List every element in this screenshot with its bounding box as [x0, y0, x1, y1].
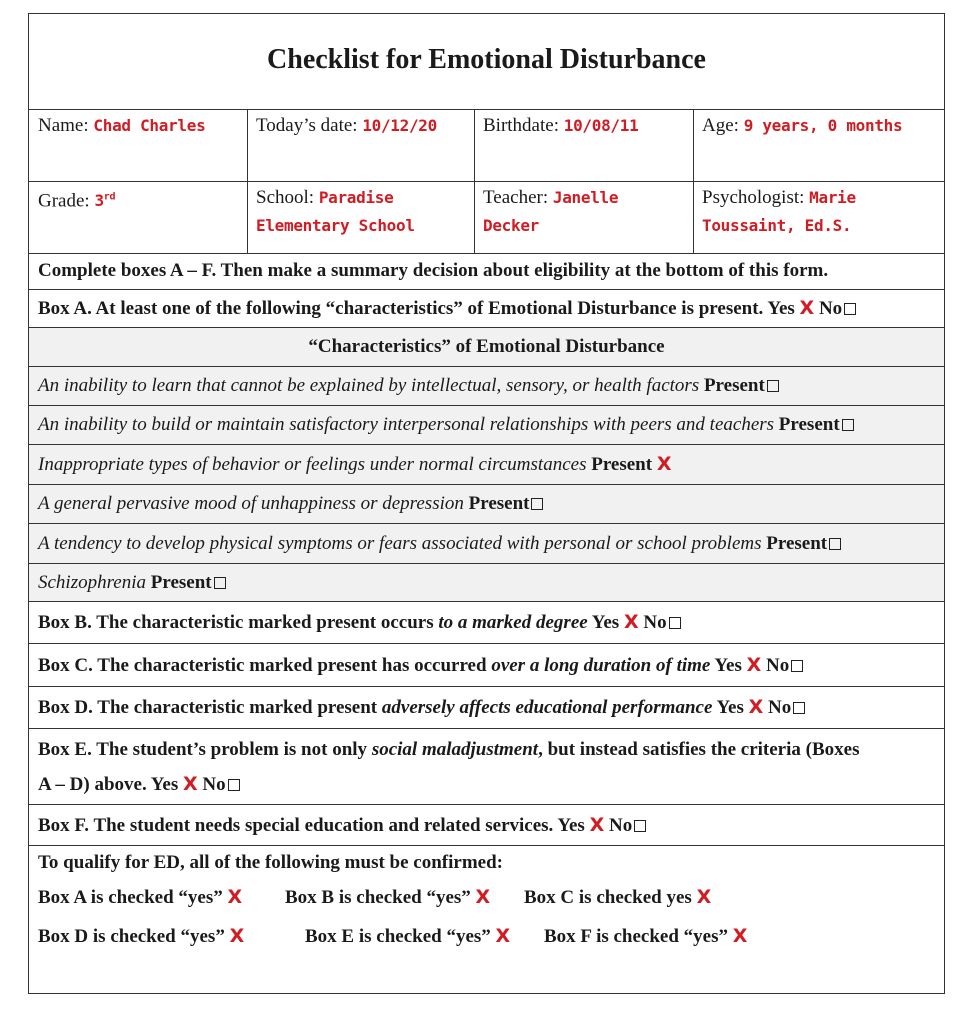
ed-checklist-form [28, 13, 945, 994]
box-d-no-label: No [768, 697, 792, 718]
box-a-row [29, 290, 944, 328]
box-f-text: Box F. The student needs special education and related services. Yes [38, 815, 585, 836]
box-b-yes-label: Yes [591, 612, 620, 633]
box-b-emphasis: to a marked degree [438, 612, 588, 633]
date-cell [247, 109, 474, 140]
box-d-yes-label: Yes [716, 697, 744, 718]
box-e-emphasis: social maladjustment [371, 739, 539, 760]
characteristic-row [29, 524, 944, 564]
name-cell [29, 109, 247, 140]
school-value-line2[interactable]: Elementary School [256, 216, 415, 235]
box-c-emphasis: over a long duration of time [491, 655, 711, 676]
box-f-no-checkbox[interactable] [634, 820, 646, 832]
box-c-yes-label: Yes [714, 655, 742, 676]
grade-label: Grade: [38, 190, 90, 212]
present-label: Present [778, 414, 840, 435]
characteristic-text: An inability to learn that cannot be explained by intellectual, sensory, or health factors [38, 375, 700, 396]
characteristic-text: A general pervasive mood of unhappiness or depression [38, 493, 464, 514]
box-d-row [29, 687, 944, 729]
summary-mark[interactable]: X [475, 886, 491, 908]
teacher-value-line2[interactable]: Decker [483, 216, 539, 235]
box-a-yes-mark[interactable]: X [799, 297, 815, 319]
characteristic-text: An inability to build or maintain satisfactory interpersonal relationships with peers and teachers [38, 414, 775, 435]
name-label: Name: [38, 115, 89, 136]
summary-item: Box E is checked “yes” X [305, 925, 511, 947]
present-label: Present [766, 533, 828, 554]
age-cell [693, 109, 943, 140]
box-a-text: Box A. At least one of the following “characteristics” of Emotional Disturbance is present. Yes [38, 298, 795, 319]
summary-mark[interactable]: X [495, 925, 511, 947]
box-f-no-label: No [608, 815, 633, 836]
box-b-yes-mark[interactable]: X [623, 611, 639, 633]
teacher-cell [474, 181, 693, 240]
characteristic-row [29, 445, 944, 485]
box-e-no-label: No [202, 774, 226, 795]
box-f-row [29, 805, 944, 846]
present-checkbox[interactable] [829, 538, 841, 550]
box-e-row [29, 729, 944, 805]
summary-heading: To qualify for ED, all of the following must be confirmed: [38, 852, 503, 873]
characteristics-heading: “Characteristics” of Emotional Disturbance [308, 336, 665, 357]
school-cell [247, 181, 474, 240]
characteristics-heading-row [29, 328, 944, 367]
characteristic-row [29, 485, 944, 524]
box-b-text: Box B. The characteristic marked present occurs [38, 612, 434, 633]
student-info-grid [29, 109, 944, 254]
characteristic-row [29, 564, 944, 602]
box-f-yes-mark[interactable]: X [589, 814, 605, 836]
birthdate-value[interactable]: 10/08/11 [563, 116, 639, 135]
box-e-text: Box E. The student’s problem is not only [38, 739, 368, 760]
age-value[interactable]: 9 years, 0 months [743, 116, 903, 135]
summary-item: Box F is checked “yes” X [544, 925, 748, 947]
name-value[interactable]: Chad Charles [93, 116, 206, 135]
age-label: Age: [702, 115, 739, 136]
instructions-text: Complete boxes A – F. Then make a summary decision about eligibility at the bottom of this form. [38, 260, 829, 281]
box-a-no-checkbox[interactable] [844, 303, 856, 315]
box-e-line2: A – D) above. Yes [38, 774, 179, 795]
box-e-suffix: , but instead satisfies the criteria (Boxes [538, 739, 860, 760]
summary-item: Box D is checked “yes” X [38, 925, 245, 947]
present-label: Present [703, 375, 765, 396]
teacher-value-line1[interactable]: Janelle [552, 188, 619, 207]
box-c-row [29, 644, 944, 687]
summary-mark[interactable]: X [696, 886, 712, 908]
box-e-no-checkbox[interactable] [228, 779, 240, 791]
psychologist-cell [693, 181, 943, 240]
grade-value[interactable]: 3rd [94, 191, 116, 211]
birthdate-cell [474, 109, 693, 140]
box-b-row [29, 602, 944, 644]
present-checkbox[interactable] [531, 498, 543, 510]
box-d-no-checkbox[interactable] [793, 702, 805, 714]
form-title: Checklist for Emotional Disturbance [267, 44, 706, 75]
present-label: Present [468, 493, 530, 514]
box-d-yes-mark[interactable]: X [748, 696, 764, 718]
psychologist-value-line1[interactable]: Marie [809, 188, 856, 207]
instructions-row [29, 253, 944, 290]
present-mark[interactable]: X [656, 453, 672, 475]
present-label: Present [150, 572, 212, 593]
box-c-no-checkbox[interactable] [791, 660, 803, 672]
summary-item: Box B is checked “yes” X [285, 886, 491, 908]
box-c-yes-mark[interactable]: X [746, 654, 762, 676]
box-a-no-label: No [818, 298, 843, 319]
date-value[interactable]: 10/12/20 [362, 116, 437, 135]
school-label: School: [256, 187, 315, 208]
box-d-emphasis: adversely affects educational performance [381, 697, 713, 718]
summary-mark[interactable]: X [229, 925, 245, 947]
box-e-yes-mark[interactable]: X [182, 773, 198, 795]
present-checkbox[interactable] [214, 577, 226, 589]
box-c-text: Box C. The characteristic marked present has occurred [38, 655, 487, 676]
box-b-no-checkbox[interactable] [669, 617, 681, 629]
characteristic-text: Inappropriate types of behavior or feelings under normal circumstances [38, 454, 587, 475]
present-checkbox[interactable] [767, 380, 779, 392]
summary-item: Box A is checked “yes” X [38, 886, 243, 908]
characteristic-text: A tendency to develop physical symptoms or fears associated with personal or school problems [38, 533, 762, 554]
title-area [29, 14, 944, 110]
summary-mark[interactable]: X [227, 886, 243, 908]
characteristic-row [29, 367, 944, 406]
box-d-text: Box D. The characteristic marked present [38, 697, 378, 718]
box-b-no-label: No [643, 612, 667, 633]
teacher-label: Teacher: [483, 187, 549, 208]
characteristic-row [29, 406, 944, 445]
school-value-line1[interactable]: Paradise [318, 188, 394, 207]
psychologist-label: Psychologist: [702, 187, 805, 208]
grade-cell [29, 181, 247, 215]
present-checkbox[interactable] [842, 419, 854, 431]
summary-item: Box C is checked yes X [524, 886, 712, 908]
box-c-no-label: No [766, 655, 790, 676]
summary-mark[interactable]: X [732, 925, 748, 947]
date-label: Today’s date: [256, 115, 358, 136]
present-label: Present [591, 454, 653, 475]
characteristic-text: Schizophrenia [38, 572, 147, 593]
birthdate-label: Birthdate: [483, 115, 559, 136]
psychologist-value-line2[interactable]: Toussaint, Ed.S. [702, 216, 852, 235]
